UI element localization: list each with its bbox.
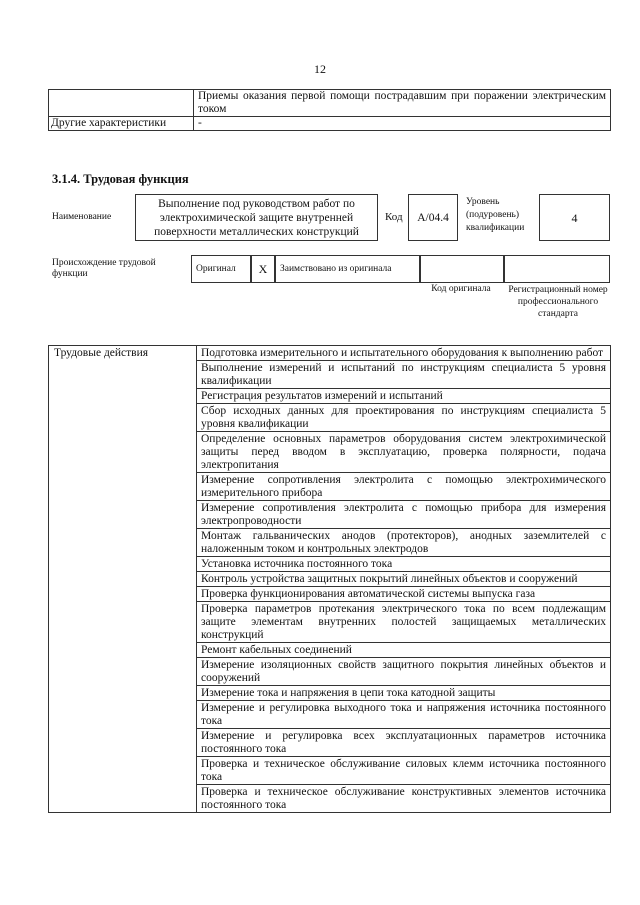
labor-action: Установка источника постоянного тока [197,557,611,572]
labor-action: Монтаж гальванических анодов (протекторов), анодных заземлителей с наложенным током и контрольных электродов [197,529,611,557]
labor-action: Подготовка измерительного и испытательного оборудования к выполнению работ [197,346,611,361]
original-mark: X [251,255,275,283]
labor-action: Измерение изоляционных свойств защитного покрытия линейных объектов и сооружений [197,658,611,686]
code-label: Код [385,211,403,223]
row-label: Другие характеристики [49,117,194,131]
labor-action: Измерение сопротивления электролита с помощью электрохимического измерительного прибора [197,473,611,501]
labor-action: Контроль устройства защитных покрытий линейных объектов и сооружений [197,572,611,587]
labor-action: Сбор исходных данных для проектирования по инструкциям специалиста 5 уровня квалификации [197,404,611,432]
labor-actions-table [48,345,611,813]
continuation-table [48,89,611,131]
row-text: Приемы оказания первой помощи пострадавшим при поражении электрическим током [194,90,611,117]
labor-action: Измерение и регулировка всех эксплуатационных параметров источника постоянного тока [197,729,611,757]
labor-actions-header: Трудовые действия [49,346,197,813]
labor-action: Проверка и техническое обслуживание силовых клемм источника постоянного тока [197,757,611,785]
page-number: 12 [314,62,326,76]
function-name: Выполнение под руководством работ по электрохимической защите внутренней поверхности металлических конструкций [135,194,378,241]
labor-action: Проверка параметров протекания электрического тока по всем подлежащим защите элементам внутренних полостей защищаемых металлических конструкций [197,602,611,643]
labor-action: Выполнение измерений и испытаний по инструкциям специалиста 5 уровня квалификации [197,361,611,389]
code-original-cell [420,255,504,283]
table-row [49,117,611,131]
labor-action: Проверка функционирования автоматической системы выпуска газа [197,587,611,602]
original-label: Оригинал [191,255,251,283]
name-label: Наименование [52,212,112,222]
table-row [49,90,611,117]
labor-action: Измерение тока и напряжения в цепи тока катодной защиты [197,686,611,701]
code-original-label: Код оригинала [431,284,491,294]
labor-action: Проверка и техническое обслуживание конструктивных элементов источника постоянного тока [197,785,611,813]
borrowed-label: Заимствовано из оригинала [275,255,420,283]
qualification-level: 4 [539,194,610,241]
level-label: Уровень (подуровень) квалификации [466,197,525,233]
labor-action: Регистрация результатов измерений и испытаний [197,389,611,404]
table-row [49,346,611,361]
row-label [49,90,194,117]
labor-action: Ремонт кабельных соединений [197,643,611,658]
row-text: - [194,117,611,131]
labor-action: Измерение и регулировка выходного тока и напряжения источника постоянного тока [197,701,611,729]
origin-label: Происхождение трудовой функции [52,258,156,279]
section-title: 3.1.4. Трудовая функция [52,172,189,186]
labor-action: Измерение сопротивления электролита с помощью прибора для измерения электропроводности [197,501,611,529]
function-code: A/04.4 [408,194,458,241]
reg-number-cell [504,255,610,283]
labor-action: Определение основных параметров оборудования систем электрохимической защиты перед вводом в эксплуатацию, проверка полярности, подача электропитания [197,432,611,473]
reg-number-label: Регистрационный номер профессионального стандарта [508,285,608,319]
